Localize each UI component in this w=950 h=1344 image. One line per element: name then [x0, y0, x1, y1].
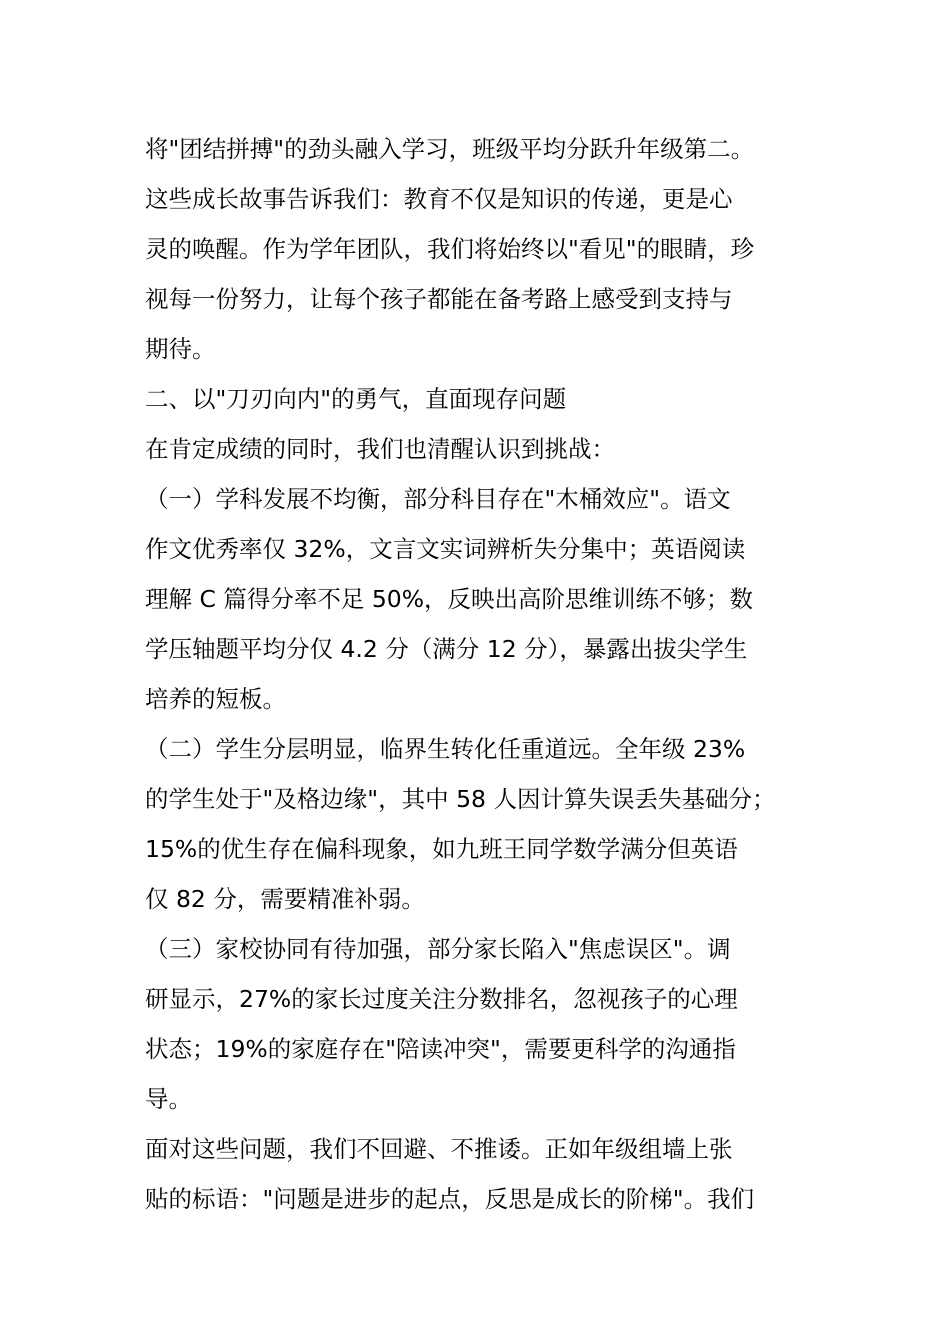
text-line: 这些成长故事告诉我们：教育不仅是知识的传递，更是心 — [145, 185, 733, 213]
text-line: 视每一份努力，让每个孩子都能在备考路上感受到支持与 — [145, 285, 733, 313]
text-line: （二）学生分层明显，临界生转化任重道远。全年级 23% — [145, 735, 746, 763]
text-line: 的学生处于"及格边缘"，其中 58 人因计算失误丢失基础分； — [145, 785, 776, 813]
text-line: 研显示，27%的家长过度关注分数排名，忽视孩子的心理 — [145, 985, 738, 1013]
text-line: 面对这些问题，我们不回避、不推诿。正如年级组墙上张 — [145, 1135, 733, 1163]
text-line: 培养的短板。 — [145, 685, 286, 713]
text-line: 贴的标语："问题是进步的起点，反思是成长的阶梯"。我们 — [145, 1185, 755, 1213]
text-line: 期待。 — [145, 335, 216, 363]
text-line: 导。 — [145, 1085, 192, 1113]
section-heading: 二、以"刀刃向内"的勇气，直面现存问题 — [145, 385, 567, 413]
text-line: 理解 C 篇得分率不足 50%，反映出高阶思维训练不够；数 — [145, 585, 754, 613]
text-line: 在肯定成绩的同时，我们也清醒认识到挑战： — [145, 435, 615, 463]
text-line: 灵的唤醒。作为学年团队，我们将始终以"看见"的眼睛，珍 — [145, 235, 755, 263]
text-line: 仅 82 分，需要精准补弱。 — [145, 885, 425, 913]
text-line: （一）学科发展不均衡，部分科目存在"木桶效应"。语文 — [145, 485, 731, 513]
text-line: （三）家校协同有待加强，部分家长陷入"焦虑误区"。调 — [145, 935, 731, 963]
text-line: 将"团结拼搏"的劲头融入学习，班级平均分跃升年级第二。 — [145, 135, 755, 163]
text-line: 状态；19%的家庭存在"陪读冲突"，需要更科学的沟通指 — [145, 1035, 736, 1063]
text-line: 15%的优生存在偏科现象，如九班王同学数学满分但英语 — [145, 835, 738, 863]
document-body — [145, 124, 845, 1224]
text-line: 作文优秀率仅 32%，文言文实词辨析失分集中；英语阅读 — [145, 535, 746, 563]
text-line: 学压轴题平均分仅 4.2 分（满分 12 分），暴露出拔尖学生 — [145, 635, 748, 663]
